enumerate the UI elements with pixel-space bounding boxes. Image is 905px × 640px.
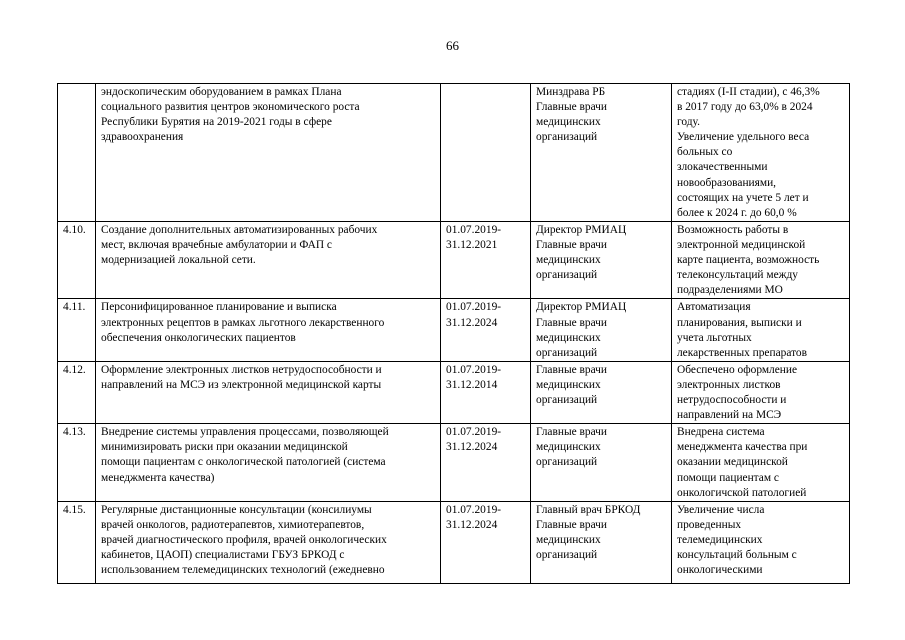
task-cell: Персонифицированное планирование и выписка электронных рецептов в рамках льготного лекарственного обеспечения онкологических пациентов — [96, 299, 441, 361]
responsible-cell: Директор РМИАЦ Главные врачи медицинских организаций — [531, 222, 672, 299]
row-number: 4.12. — [58, 361, 96, 423]
row-number: 4.15. — [58, 501, 96, 583]
row-number: 4.13. — [58, 424, 96, 501]
responsible-cell: Главные врачи медицинских организаций — [531, 361, 672, 423]
responsible-cell: Директор РМИАЦ Главные врачи медицинских организаций — [531, 299, 672, 361]
result-cell: Автоматизация планирования, выписки и учета льготных лекарственных препаратов — [672, 299, 850, 361]
dates-cell: 01.07.2019- 31.12.2024 — [441, 424, 531, 501]
responsible-cell: Минздрава РБ Главные врачи медицинских организаций — [531, 84, 672, 222]
dates-cell: 01.07.2019- 31.12.2024 — [441, 299, 531, 361]
result-cell: Внедрена система менеджмента качества при оказании медицинской помощи пациентам с онкологичской патологией — [672, 424, 850, 501]
result-cell: Возможность работы в электронной медицинской карте пациента, возможность телеконсультаций между подразделениями МО — [672, 222, 850, 299]
table-row — [58, 84, 850, 222]
row-number — [58, 84, 96, 222]
table-row — [58, 222, 850, 299]
plan-table — [57, 83, 850, 584]
dates-cell: 01.07.2019- 31.12.2021 — [441, 222, 531, 299]
row-number: 4.11. — [58, 299, 96, 361]
result-cell: Обеспечено оформление электронных листков нетрудоспособности и направлений на МСЭ — [672, 361, 850, 423]
table-row — [58, 361, 850, 423]
dates-cell: 01.07.2019- 31.12.2024 — [441, 501, 531, 583]
table-row — [58, 424, 850, 501]
responsible-cell: Главный врач БРКОД Главные врачи медицинских организаций — [531, 501, 672, 583]
table-row — [58, 299, 850, 361]
task-cell: Регулярные дистанционные консультации (консилиумы врачей онкологов, радиотерапевтов, химиотерапевтов, врачей диагностического профиля, врачей онкологических кабинетов, ЦАОП) специалистами ГБУЗ БРКОД с использованием телемедицинских технологий (ежедневно — [96, 501, 441, 583]
result-cell: стадиях (I-II стадии), с 46,3% в 2017 году до 63,0% в 2024 году. Увеличение удельного веса больных со злокачественными новообразованиями, состоящих на учете 5 лет и более к 2024 г. до 60,0 % — [672, 84, 850, 222]
dates-cell — [441, 84, 531, 222]
row-number: 4.10. — [58, 222, 96, 299]
table-row — [58, 501, 850, 583]
task-cell: Оформление электронных листков нетрудоспособности и направлений на МСЭ из электронной медицинской карты — [96, 361, 441, 423]
page-number: 66 — [446, 38, 459, 53]
task-cell: эндоскопическим оборудованием в рамках Плана социального развития центров экономического роста Республики Бурятия на 2019-2021 годы в сфере здравоохранения — [96, 84, 441, 222]
responsible-cell: Главные врачи медицинских организаций — [531, 424, 672, 501]
task-cell: Создание дополнительных автоматизированных рабочих мест, включая врачебные амбулатории и ФАП с модернизацией локальной сети. — [96, 222, 441, 299]
result-cell: Увеличение числа проведенных телемедицинских консультаций больным с онкологическими — [672, 501, 850, 583]
task-cell: Внедрение системы управления процессами, позволяющей минимизировать риски при оказании медицинской помощи пациентам с онкологической патологией (система менеджмента качества) — [96, 424, 441, 501]
dates-cell: 01.07.2019- 31.12.2014 — [441, 361, 531, 423]
